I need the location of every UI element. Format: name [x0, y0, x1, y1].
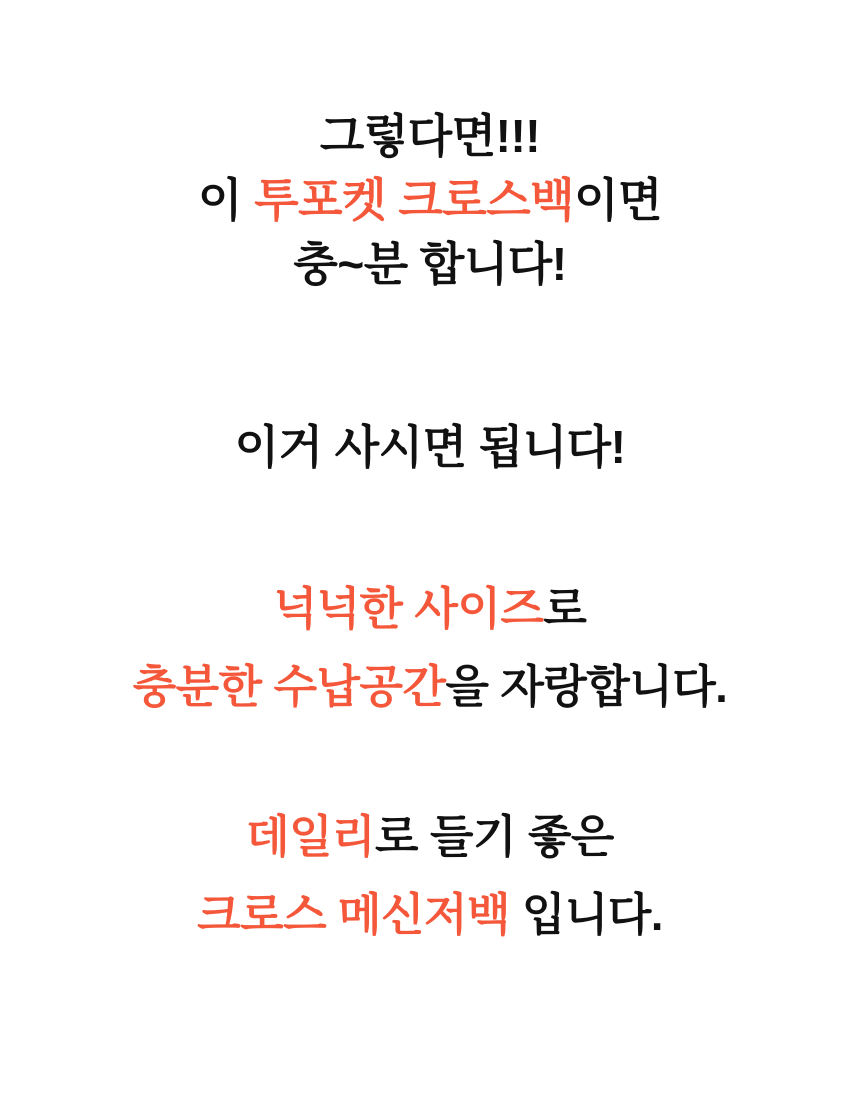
text-block-call-to-action — [0, 415, 860, 479]
text-line — [0, 648, 860, 726]
text-segment: 로 들기 좋은 — [375, 811, 614, 862]
text-segment: 그렇다면!!! — [319, 110, 541, 162]
text-segment-highlight: 넉넉한 사이즈 — [273, 583, 544, 634]
text-segment-highlight: 데일리 — [246, 811, 376, 862]
text-block-capacity — [0, 570, 860, 726]
text-line — [0, 798, 860, 876]
text-line — [0, 104, 860, 168]
text-segment-highlight: 크로스 메신저백 — [197, 889, 510, 940]
text-segment: 이 — [198, 174, 255, 226]
text-line — [0, 570, 860, 648]
text-line — [0, 415, 860, 479]
text-segment: 충~분 합니다! — [293, 238, 567, 290]
text-block-intro — [0, 104, 860, 296]
text-segment: 이거 사시면 됩니다! — [234, 421, 626, 473]
text-line — [0, 232, 860, 296]
text-segment: 입니다. — [509, 889, 663, 940]
text-block-daily-use — [0, 798, 860, 954]
text-segment: 로 — [543, 583, 587, 634]
text-segment-highlight: 투포켓 크로스백 — [254, 174, 575, 226]
text-segment: 을 자랑합니다. — [445, 661, 728, 712]
text-segment-highlight: 충분한 수납공간 — [132, 661, 446, 712]
text-line — [0, 168, 860, 232]
text-segment: 이면 — [574, 174, 662, 226]
text-line — [0, 876, 860, 954]
